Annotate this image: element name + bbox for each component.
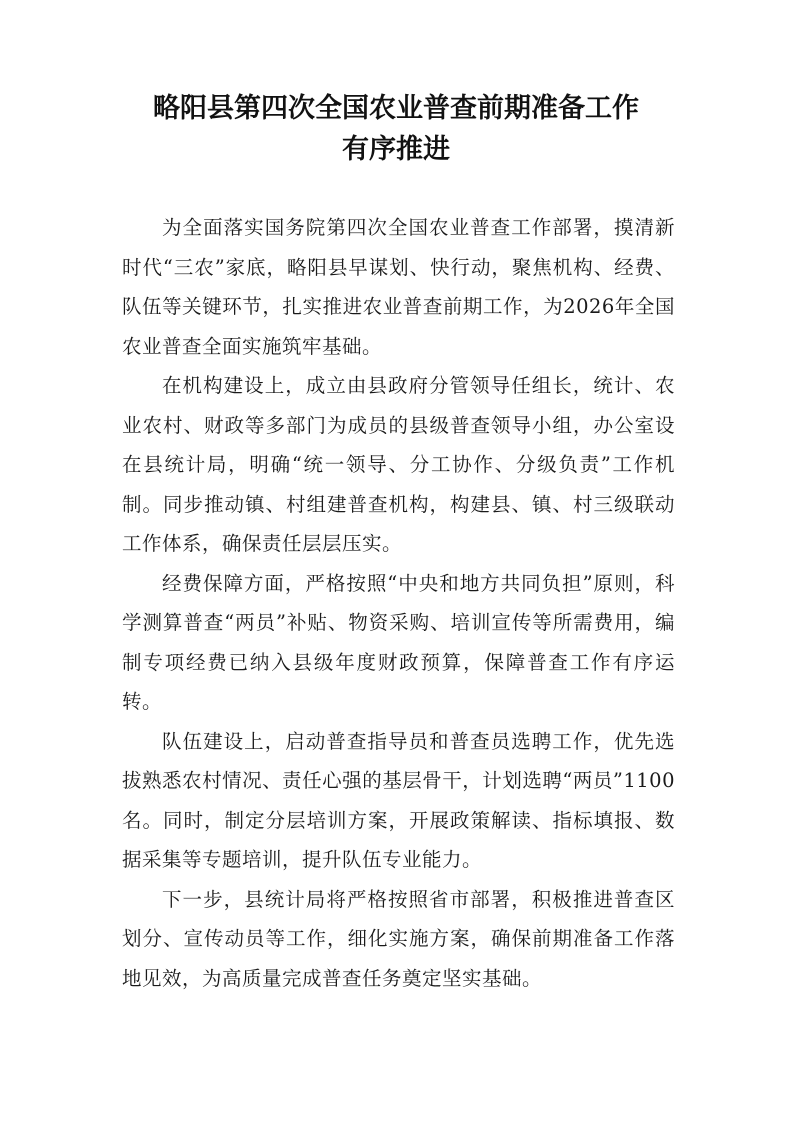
paragraph-team: 队伍建设上，启动普查指导员和普查员选聘工作，优先选拔熟悉农村情况、责任心强的基层骨干，计划选聘“两员”1100名。同时，制定分层培训方案，开展政策解读、指标填报、数据采集等专题培训，提升队伍专业能力。 (122, 729, 675, 871)
paragraph-organization: 在机构建设上，成立由县政府分管领导任组长，统计、农业农村、财政等多部门为成员的县级普查领导小组，办公室设在县统计局，明确“统一领导、分工协作、分级负责”工作机制。同步推动镇、村组建普查机构，构建县、镇、村三级联动工作体系，确保责任层层压实。 (122, 374, 675, 555)
paragraph-next-steps: 下一步，县统计局将严格按照省市部署，积极推进普查区划分、宣传动员等工作，细化实施方案，确保前期准备工作落地见效，为高质量完成普查任务奠定坚实基础。 (122, 887, 675, 990)
title-line-1: 略阳县第四次全国农业普查前期准备工作 (153, 93, 639, 124)
paragraph-funding: 经费保障方面，严格按照“中央和地方共同负担”原则，科学测算普查“两员”补贴、物资采购、培训宣传等所需费用，编制专项经费已纳入县级年度财政预算，保障普查工作有序运转。 (122, 571, 675, 713)
paragraph-intro: 为全面落实国务院第四次全国农业普查工作部署，摸清新时代“三农”家底，略阳县早谋划、快行动，聚焦机构、经费、队伍等关键环节，扎实推进农业普查前期工作，为2026年全国农业普查全面实施筑牢基础。 (122, 216, 675, 358)
title-line-2: 有序推进 (342, 134, 450, 165)
document-body (122, 208, 675, 998)
document-title (100, 88, 692, 170)
